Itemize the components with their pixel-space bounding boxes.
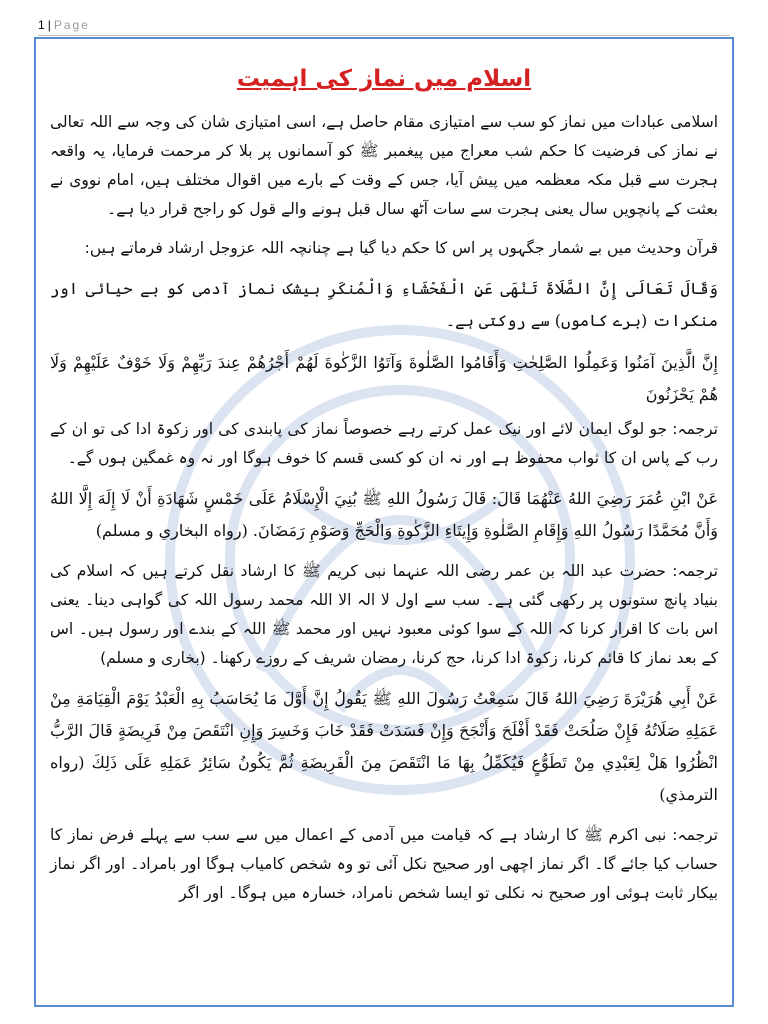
hadith-first-reckoning-translation: ترجمہ: نبی اکرم ﷺ کا ارشاد ہے کہ قیامت میں آدمی کے اعمال میں سے سب سے پہلے فرض نماز کا حساب کیا جائے گا۔ اگر نماز اچھی اور صحیح نکل آئی تو وہ شخص کامیاب ہوگا اور بامراد۔ اور اگر نماز بیکار ثابت ہوئی اور صحیح نہ نکلی تو ایسا شخص نامراد، خسارہ میں ہوگا۔ اور اگر [50,826,718,902]
document-title: اسلام میں نماز کی اہمیت [236,66,532,92]
hadith-first-reckoning: عَنْ أَبِي هُرَيْرَةَ رَضِيَ اللهُ قَالَ سَمِعْتُ رَسُولَ اللهِ ﷺ يَقُولُ إِنَّ أَوَّلَ مَا يُحَاسَبُ بِهِ الْعَبْدُ يَوْمَ الْقِيَامَةِ مِنْ عَمَلِهِ صَلَاتُهُ فَإِنْ صَلُحَتْ فَقَدْ أَفْلَحَ وَأَنْجَحَ وَإِنْ فَسَدَتْ فَقَدْ خَابَ وَخَسِرَ وَإِنِ انْتَقَصَ مِنْ فَرِيضَةٍ قَالَ الرَّبُّ انْظُرُوا هَلْ لِعَبْدِي مِنْ تَطَوُّعٍ فَيُكَمِّلُ بِهَا مَا انْتَقَصَ مِنَ الْفَرِيضَةِ ثُمَّ يَكُونُ سَائِرُ عَمَلِهِ عَلَى ذَلِكَ (رواه الترمذي) [50,689,719,804]
hadith-five-pillars-translation: ترجمہ: حضرت عبد اللہ بن عمر رضی اللہ عنہما نبی کریم ﷺ کا ارشاد نقل کرتے ہیں کہ اسلام کی بنیاد پانچ ستونوں پر رکھی گئی ہے۔ سب سے اول لا الہ الا اللہ محمد رسول اللہ کی گواہی دینا۔ یعنی اس بات کا اقرار کرنا کہ اللہ کے سوا کوئی معبود نہیں اور محمد ﷺ اللہ کے بندے اور رسول ہیں۔ اس کے بعد نماز کا قائم کرنا، زکوۃ ادا کرنا، حج کرنا، رمضان شریف کے روزے رکھنا۔ (بخاری و مسلم) [50,562,718,667]
verse-translation: ترجمہ: جو لوگ ایمان لائے اور نیک عمل کرتے رہے خصوصاً نماز کی پابندی کی اور زکوۃ ادا کی تو ان کے رب کے پاس ان کا ثواب محفوظ ہے اور نہ ان کو کسی قسم کا خوف ہوگا اور نہ وہ غمگین ہوں گے۔ [50,420,718,467]
quran-intro: قرآن وحدیث میں بے شمار جگہوں پر اس کا حکم دیا گیا ہے چنانچہ اللہ عزوجل ارشاد فرماتے ہیں: [84,239,718,257]
page-separator: | [47,18,51,32]
verse-prohibition: وَقَالَ تَعَالَى إِنَّ الصَّلَاةَ تَنْهَى عَنِ الْفَحْشَاءِ وَالْمُنكَرِ بیشک نماز آدمی کو بے حیائی اور منکرات (برے کاموں) سے روکتی ہے۔ [50,279,718,330]
header-rule [38,35,730,36]
verse-believers: إِنَّ الَّذِينَ آمَنُوا وَعَمِلُوا الصَّلِحٰتِ وَأَقَامُوا الصَّلٰوةَ وَآتَوُا الزَّكٰوةَ لَهُمْ أَجْرُهُمْ عِندَ رَبِّهِمْ وَلَا خَوْفٌ عَلَيْهِمْ وَلَا هُمْ يَحْزَنُونَ [50,353,718,404]
page-header [38,18,90,32]
document-body [50,60,718,918]
page-label: Page [53,18,90,32]
intro-paragraph: اسلامی عبادات میں نماز کو سب سے امتیازی مقام حاصل ہے، اسی امتیازی شان کی وجہ سے اللہ تعالی نے نماز کی فرضیت کا حکم شب معراج میں پیغمبر ﷺ کو آسمانوں پر بلا کر مرحمت فرمایا، یہ واقعہ ہجرت سے قبل مکہ معظمہ میں پیش آیا، جس کے وقت کے بارے میں اقوال مختلف ہیں، امام نووی نے بعثت کے پانچویں سال یعنی ہجرت سے سات آٹھ سال قبل ہونے والے قول کو راجح قرار دیا ہے۔ [50,113,718,218]
page-number: 1 [38,18,45,32]
hadith-five-pillars: عَنْ ابْنِ عُمَرَ رَضِيَ اللهُ عَنْهُمَا قَالَ: قَالَ رَسُولُ اللهِ ﷺ بُنِيَ الْإِسْلَامُ عَلَى خَمْسٍ شَهَادَةِ أَنْ لَا إِلَهَ إِلَّا اللهُ وَأَنَّ مُحَمَّدًا رَسُولُ اللهِ وَإِقَامِ الصَّلٰوةِ وَإِيتَاءِ الزَّكٰوةِ وَالْحَجِّ وَصَوْمِ رَمَضَانَ. (رواه البخاري و مسلم) [50,489,719,540]
